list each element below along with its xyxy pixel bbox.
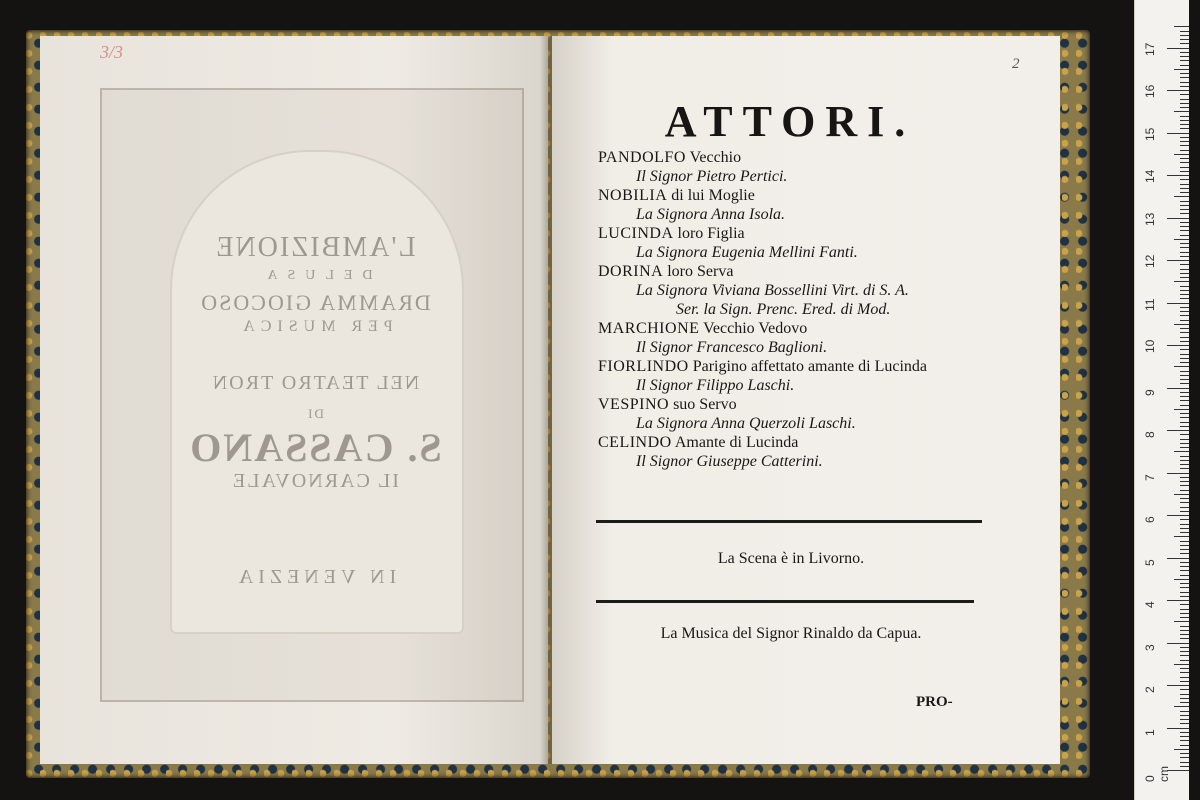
- ruler-tick: [1167, 685, 1189, 686]
- ruler-tick: [1180, 405, 1189, 406]
- ruler-tick: [1180, 290, 1189, 291]
- ruler-tick: [1180, 511, 1189, 512]
- ruler-tick: [1180, 647, 1189, 648]
- ruler-tick: [1180, 230, 1189, 231]
- ruler-number: 16: [1143, 84, 1157, 98]
- ruler-tick: [1167, 133, 1189, 134]
- ruler-tick: [1180, 490, 1189, 491]
- ruler-tick: [1180, 604, 1189, 605]
- ruler-tick: [1180, 740, 1189, 741]
- ruler-tick: [1167, 643, 1189, 644]
- ruler-tick: [1174, 366, 1189, 367]
- ruler-tick: [1180, 243, 1189, 244]
- ruler-tick: [1180, 553, 1189, 554]
- ruler-tick: [1180, 52, 1189, 53]
- cast-actor: La Signora Anna Querzoli Laschi.: [636, 415, 856, 432]
- ruler-tick: [1180, 502, 1189, 503]
- ruler-tick: [1180, 60, 1189, 61]
- ruler-tick: [1180, 434, 1189, 435]
- ghost-line: IL CARNOVALE: [231, 470, 399, 492]
- ruler-tick: [1180, 31, 1189, 32]
- ghost-line: S. CASSANO: [188, 425, 442, 470]
- ruler-tick: [1180, 277, 1189, 278]
- ruler-tick: [1174, 621, 1189, 622]
- ruler-tick: [1180, 341, 1189, 342]
- ruler-tick: [1180, 532, 1189, 533]
- ruler-tick: [1180, 477, 1189, 478]
- ruler-tick: [1167, 90, 1189, 91]
- ruler-tick: [1180, 73, 1189, 74]
- ruler-tick: [1180, 167, 1189, 168]
- ruler-tick: [1180, 145, 1189, 146]
- ruler-tick: [1180, 417, 1189, 418]
- ruler-tick: [1180, 150, 1189, 151]
- ruler-tick: [1180, 719, 1189, 720]
- ruler-tick: [1180, 575, 1189, 576]
- cast-actor: La Signora Viviana Bossellini Virt. di S. A.: [636, 282, 909, 299]
- ruler-tick: [1180, 273, 1189, 274]
- music-credit: La Musica del Signor Rinaldo da Capua.: [660, 625, 922, 642]
- ruler-tick: [1180, 294, 1189, 295]
- ruler-tick: [1180, 188, 1189, 189]
- ruler-tick: [1180, 222, 1189, 223]
- ruler-tick: [1180, 400, 1189, 401]
- ruler-tick: [1180, 124, 1189, 125]
- ruler-tick: [1180, 94, 1189, 95]
- cast-role: PANDOLFO Vecchio: [598, 149, 742, 166]
- ruler-tick: [1180, 298, 1189, 299]
- ruler-tick: [1180, 205, 1189, 206]
- ruler-number: 7: [1143, 473, 1157, 481]
- ruler-number: 1: [1143, 728, 1157, 736]
- ruler-tick: [1180, 120, 1189, 121]
- ruler-tick: [1180, 158, 1189, 159]
- measuring-ruler: [1134, 0, 1189, 800]
- cast-actor: La Signora Anna Isola.: [636, 206, 786, 223]
- ruler-tick: [1180, 43, 1189, 44]
- ruler-tick: [1180, 587, 1189, 588]
- ruler-tick: [1180, 753, 1189, 754]
- ghost-line: DELUSA: [257, 268, 373, 283]
- ruler-tick: [1180, 103, 1189, 104]
- ruler-number: 5: [1143, 558, 1157, 566]
- ruler-tick: [1180, 86, 1189, 87]
- ruler-tick: [1174, 324, 1189, 325]
- ruler-tick: [1180, 171, 1189, 172]
- ruler-tick: [1174, 664, 1189, 665]
- ruler-tick: [1180, 443, 1189, 444]
- ruler-tick: [1174, 111, 1189, 112]
- ruler-tick: [1180, 422, 1189, 423]
- ruler-tick: [1180, 596, 1189, 597]
- divider-rule: [596, 520, 982, 523]
- ruler-tick: [1167, 48, 1189, 49]
- ruler-tick: [1180, 711, 1189, 712]
- ruler-tick: [1167, 175, 1189, 176]
- ruler-tick: [1167, 388, 1189, 389]
- ruler-tick: [1180, 56, 1189, 57]
- ruler-tick: [1180, 235, 1189, 236]
- ruler-tick: [1180, 179, 1189, 180]
- ghost-line: NEL TEATRO TRON: [210, 372, 420, 394]
- ruler-tick: [1180, 426, 1189, 427]
- ruler-tick: [1174, 409, 1189, 410]
- ruler-tick: [1180, 456, 1189, 457]
- ruler-tick: [1174, 154, 1189, 155]
- ruler-tick: [1167, 473, 1189, 474]
- ruler-tick: [1180, 192, 1189, 193]
- ruler-tick: [1180, 349, 1189, 350]
- ruler-tick: [1180, 354, 1189, 355]
- cast-actor-extra: Ser. la Sign. Prenc. Ered. di Mod.: [676, 301, 891, 318]
- ruler-tick: [1180, 519, 1189, 520]
- ruler-tick: [1180, 396, 1189, 397]
- ruler-tick: [1180, 481, 1189, 482]
- ruler-tick: [1174, 26, 1189, 27]
- ruler-tick: [1180, 613, 1189, 614]
- ruler-number: 3: [1143, 643, 1157, 651]
- cast-role: VESPINO suo Servo: [598, 396, 737, 413]
- cast-role: CELINDO Amante di Lucinda: [598, 434, 799, 451]
- ruler-tick: [1180, 715, 1189, 716]
- ruler-tick: [1180, 379, 1189, 380]
- ghost-title: L'AMBIZIONE: [214, 232, 416, 263]
- ruler-tick: [1180, 672, 1189, 673]
- ruler-tick: [1180, 439, 1189, 440]
- ruler-tick: [1180, 209, 1189, 210]
- ruler-tick: [1180, 694, 1189, 695]
- ruler-tick: [1174, 579, 1189, 580]
- ruler-tick: [1180, 562, 1189, 563]
- ruler-tick: [1180, 82, 1189, 83]
- ruler-tick: [1180, 668, 1189, 669]
- cast-list: [598, 148, 1018, 471]
- ruler-tick: [1174, 494, 1189, 495]
- ruler-tick: [1180, 698, 1189, 699]
- ghost-line: PER MUSICA: [237, 318, 393, 335]
- ruler-number: 10: [1143, 339, 1157, 353]
- catchword: PRO-: [916, 694, 953, 710]
- ruler-tick: [1180, 626, 1189, 627]
- ruler-number: 2: [1143, 686, 1157, 693]
- ruler-number: 17: [1143, 42, 1157, 56]
- ruler-tick: [1180, 766, 1189, 767]
- ruler-tick: [1180, 137, 1189, 138]
- ruler-tick: [1180, 541, 1189, 542]
- ruler-tick: [1167, 600, 1189, 601]
- ruler-tick: [1180, 116, 1189, 117]
- ruler-tick: [1180, 677, 1189, 678]
- ruler-tick: [1167, 558, 1189, 559]
- ruler-tick: [1180, 358, 1189, 359]
- ruler-tick: [1174, 239, 1189, 240]
- ruler-tick: [1174, 196, 1189, 197]
- cast-role: LUCINDA loro Figlia: [598, 225, 745, 242]
- ruler-tick: [1180, 337, 1189, 338]
- ruler-tick: [1167, 218, 1189, 219]
- cast-actor: Il Signor Giuseppe Catterini.: [636, 453, 823, 470]
- ruler-tick: [1180, 617, 1189, 618]
- setting-line: La Scena è in Livorno.: [717, 550, 865, 567]
- ruler-number: 9: [1143, 388, 1157, 396]
- ruler-tick: [1180, 583, 1189, 584]
- ruler-number: 13: [1143, 212, 1157, 226]
- ruler-number: 0 cm: [1143, 766, 1171, 782]
- ruler-tick: [1180, 39, 1189, 40]
- ruler-tick: [1180, 660, 1189, 661]
- ruler-tick: [1180, 375, 1189, 376]
- ruler-tick: [1180, 256, 1189, 257]
- ruler-tick: [1180, 226, 1189, 227]
- ruler-tick: [1180, 592, 1189, 593]
- ruler-tick: [1180, 630, 1189, 631]
- ruler-tick: [1180, 762, 1189, 763]
- ruler-tick: [1167, 345, 1189, 346]
- ruler-number: 6: [1143, 516, 1157, 523]
- ruler-tick: [1180, 184, 1189, 185]
- ruler-tick: [1167, 430, 1189, 431]
- ruler-tick: [1180, 524, 1189, 525]
- ruler-tick: [1180, 213, 1189, 214]
- ruler-tick: [1180, 371, 1189, 372]
- ruler-tick: [1180, 460, 1189, 461]
- cast-role: DORINA loro Serva: [598, 263, 734, 280]
- ruler-tick: [1174, 451, 1189, 452]
- ruler-tick: [1180, 464, 1189, 465]
- ghost-line: DI: [306, 406, 324, 421]
- ruler-tick: [1167, 303, 1189, 304]
- ruler-tick: [1180, 141, 1189, 142]
- ruler-tick: [1180, 651, 1189, 652]
- ruler-tick: [1180, 566, 1189, 567]
- ruler-tick: [1180, 736, 1189, 737]
- ruler-tick: [1180, 681, 1189, 682]
- ruler-tick: [1180, 392, 1189, 393]
- ruler-tick: [1180, 307, 1189, 308]
- ruler-tick: [1180, 413, 1189, 414]
- folio-number: 2: [1012, 56, 1020, 72]
- ruler-tick: [1180, 128, 1189, 129]
- ruler-number: 11: [1143, 298, 1157, 311]
- ruler-tick: [1180, 383, 1189, 384]
- ruler-tick: [1180, 507, 1189, 508]
- ruler-tick: [1180, 99, 1189, 100]
- ruler-tick: [1180, 732, 1189, 733]
- ruler-tick: [1180, 638, 1189, 639]
- ruler-tick: [1180, 757, 1189, 758]
- ruler-tick: [1180, 269, 1189, 270]
- ruler-tick: [1174, 69, 1189, 70]
- ruler-tick: [1180, 252, 1189, 253]
- ruler-tick: [1180, 247, 1189, 248]
- ruler-tick: [1180, 528, 1189, 529]
- cast-actor: Il Signor Pietro Pertici.: [636, 168, 788, 185]
- ruler-number: 14: [1143, 169, 1157, 183]
- ruler-tick: [1180, 201, 1189, 202]
- ruler-tick: [1180, 723, 1189, 724]
- cast-role: FIORLINDO Parigino affettato amante di Lucinda: [598, 358, 928, 375]
- ruler-tick: [1180, 328, 1189, 329]
- cast-actor: La Signora Eugenia Mellini Fanti.: [636, 244, 858, 261]
- ruler-tick: [1167, 728, 1189, 729]
- ruler-tick: [1180, 702, 1189, 703]
- library-mark: 3/3: [100, 42, 124, 62]
- ruler-number: 15: [1143, 127, 1157, 141]
- ruler-tick: [1180, 286, 1189, 287]
- ruler-tick: [1180, 320, 1189, 321]
- divider-rule: [596, 600, 974, 603]
- ruler-tick: [1180, 447, 1189, 448]
- ruler-number: 12: [1143, 254, 1157, 268]
- ruler-tick: [1167, 260, 1189, 261]
- ruler-tick: [1180, 498, 1189, 499]
- cast-role: NOBILIA di lui Moglie: [598, 187, 755, 204]
- page-heading: ATTORI.: [664, 97, 916, 146]
- ghost-line: DRAMMA GIOCOSO: [199, 290, 431, 315]
- ruler-tick: [1180, 77, 1189, 78]
- cast-actor: Il Signor Francesco Baglioni.: [636, 339, 828, 356]
- ruler-tick: [1180, 468, 1189, 469]
- ruler-tick: [1180, 35, 1189, 36]
- ruler-tick: [1180, 549, 1189, 550]
- ruler-tick: [1167, 515, 1189, 516]
- ghost-line: IN VENEZIA: [233, 566, 397, 588]
- ruler-number: 8: [1143, 431, 1157, 438]
- ruler-tick: [1174, 706, 1189, 707]
- ruler-tick: [1180, 655, 1189, 656]
- ruler-tick: [1180, 634, 1189, 635]
- ruler-tick: [1180, 362, 1189, 363]
- ruler-tick: [1180, 65, 1189, 66]
- ruler-tick: [1174, 281, 1189, 282]
- ruler-tick: [1180, 315, 1189, 316]
- ruler-tick: [1180, 107, 1189, 108]
- ruler-tick: [1180, 485, 1189, 486]
- ruler-tick: [1180, 609, 1189, 610]
- ruler-tick: [1180, 162, 1189, 163]
- ruler-tick: [1174, 749, 1189, 750]
- cast-actor: Il Signor Filippo Laschi.: [636, 377, 795, 394]
- cast-role: MARCHIONE Vecchio Vedovo: [598, 320, 808, 337]
- ruler-tick: [1180, 332, 1189, 333]
- ruler-tick: [1180, 264, 1189, 265]
- ruler-tick: [1174, 536, 1189, 537]
- ruler-tick: [1180, 311, 1189, 312]
- ruler-tick: [1180, 570, 1189, 571]
- ruler-tick: [1180, 545, 1189, 546]
- ruler-tick: [1180, 689, 1189, 690]
- ruler-tick: [1180, 745, 1189, 746]
- ruler-number: 4: [1143, 601, 1157, 608]
